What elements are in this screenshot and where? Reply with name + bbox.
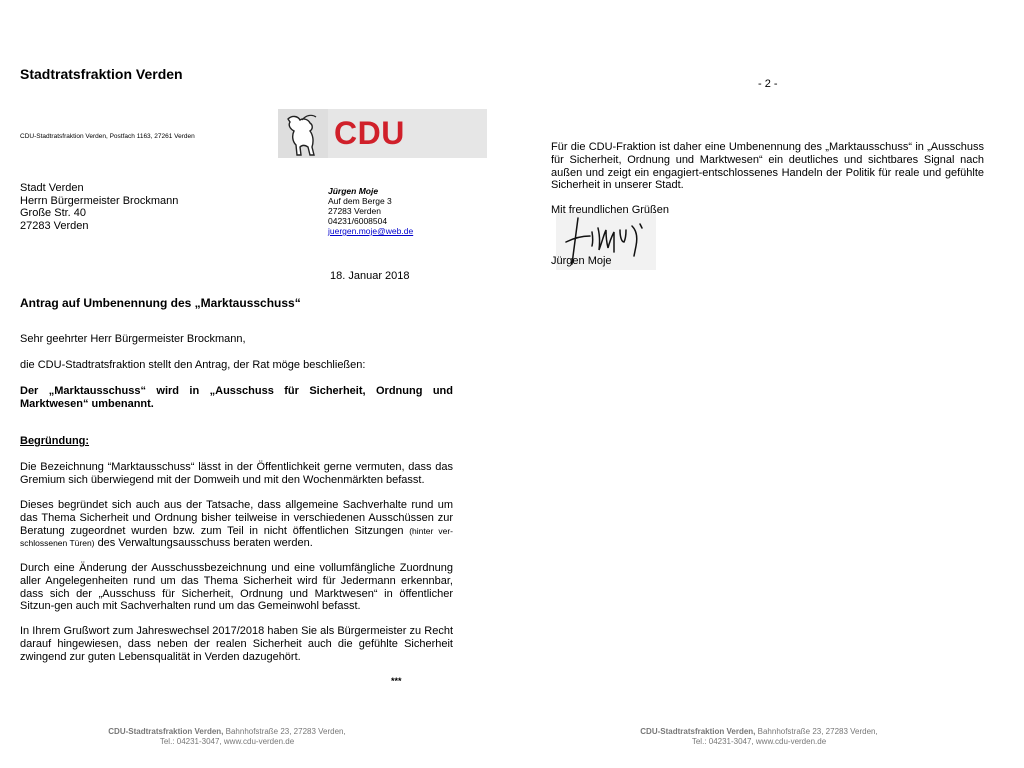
letter-date: 18. Januar 2018: [330, 270, 410, 282]
reason-paragraph-4: In Ihrem Grußwort zum Jahreswechsel 2017/2018 haben Sie als Bürgermeister zu Recht darauf hingewiesen, dass neben der realen Sicherheit auch die gefühlte Sicherheit zwingend zur guten Lebensqualität in Verden dazugehört.: [20, 625, 453, 663]
author-city: 27283 Verden: [328, 206, 381, 216]
author-phone: 04231/6008504: [328, 216, 388, 226]
author-email-link[interactable]: juergen.moje@web.de: [328, 226, 414, 236]
sender-address-line: CDU-Stadtratsfraktion Verden, Postfach 1163, 27261 Verden: [20, 133, 195, 140]
reason-paragraph-2-main: Dieses begründet sich auch aus der Tatsache, dass allgemeine Sachverhalte rund um das Thema Sicherheit und Ordnung bisher teilweise in verschiedenen Ausschüssen zur Beratung zugeordnet wurden bzw. zum Teil in nicht öffentlichen Sitzungen: [20, 499, 453, 537]
footer-org: CDU-Stadtratsfraktion Verden,: [108, 727, 224, 736]
end-marker: ***: [391, 676, 402, 686]
motion-paragraph: Der „Marktausschuss“ wird in „Ausschuss für Sicherheit, Ordnung und Marktwesen“ umbenannt.: [20, 385, 453, 410]
footer-contact: Tel.: 04231-3047, www.cdu-verden.de: [691, 737, 827, 746]
reason-paragraph-2: [20, 499, 453, 550]
salutation: Sehr geehrter Herr Bürgermeister Brockmann,: [20, 333, 246, 345]
author-name: Jürgen Moje: [328, 186, 379, 196]
cdu-wordmark: CDU: [334, 115, 405, 151]
recipient-address: [20, 182, 178, 232]
horse-emblem-icon: [280, 109, 328, 158]
reason-paragraph-2-note: (hinter ver-schlossenen Türen): [20, 525, 454, 549]
organization-title: Stadtratsfraktion Verden: [20, 66, 183, 82]
closing-phrase: Mit freundlichen Grüßen: [551, 204, 669, 216]
recipient-line: Große Str. 40: [20, 207, 87, 219]
cdu-logo: [278, 109, 487, 158]
reason-heading: Begründung:: [20, 435, 90, 447]
recipient-line: 27283 Verden: [20, 219, 89, 232]
intro-paragraph: die CDU-Stadtratsfraktion stellt den Antrag, der Rat möge beschließen:: [20, 359, 366, 371]
footer-address: Bahnhofstraße 23, 27283 Verden,: [223, 727, 346, 736]
footer-org: CDU-Stadtratsfraktion Verden,: [640, 727, 756, 736]
letter-subject: Antrag auf Umbenennung des „Marktausschuss“: [20, 296, 301, 310]
signer-name: Jürgen Moje: [551, 255, 612, 267]
footer-contact: Tel.: 04231-3047, www.cdu-verden.de: [159, 737, 295, 746]
page2-footer: [609, 727, 909, 747]
recipient-line: Stadt Verden: [20, 182, 84, 194]
page1-footer: [77, 727, 377, 747]
recipient-line: Herrn Bürgermeister Brockmann: [20, 194, 179, 207]
author-street: Auf dem Berge 3: [328, 196, 392, 206]
footer-address: Bahnhofstraße 23, 27283 Verden,: [755, 727, 878, 736]
reason-paragraph-3: Durch eine Änderung der Ausschussbezeichnung und eine vollumfängliche Zuordnung aller Angelegenheiten rund um das Thema Sicherheit wird für Jedermann erkennbar, dass sich der „Ausschuss für Sicherheit, Ordnung und Marktwesen“ in öffentlicher Sitzun-gen auch mit Sachverhalten rund um das Gemeinwohl befasst.: [20, 562, 453, 613]
author-contact-block: [328, 186, 413, 236]
reason-paragraph-2-end: des Verwaltungsausschuss beraten werden.: [97, 537, 313, 550]
page2-paragraph: Für die CDU-Fraktion ist daher eine Umbenennung des „Marktausschuss“ in „Ausschuss für Sicherheit, Ordnung und Marktwesen“ ein deutliches und sichtbares Signal nach außen und zeigt ein engagiert-entschlossenes Handeln der Politik für reale und gefühlte Sicherheit in unserer Stadt.: [551, 141, 984, 192]
page-number: - 2 -: [758, 78, 778, 90]
reason-paragraph-1: Die Bezeichnung “Marktausschuss“ lässt in der Öffentlichkeit gerne vermuten, dass das Gremium sich überwiegend mit der Domweih und mit den Wochenmärkten befasst.: [20, 461, 453, 486]
